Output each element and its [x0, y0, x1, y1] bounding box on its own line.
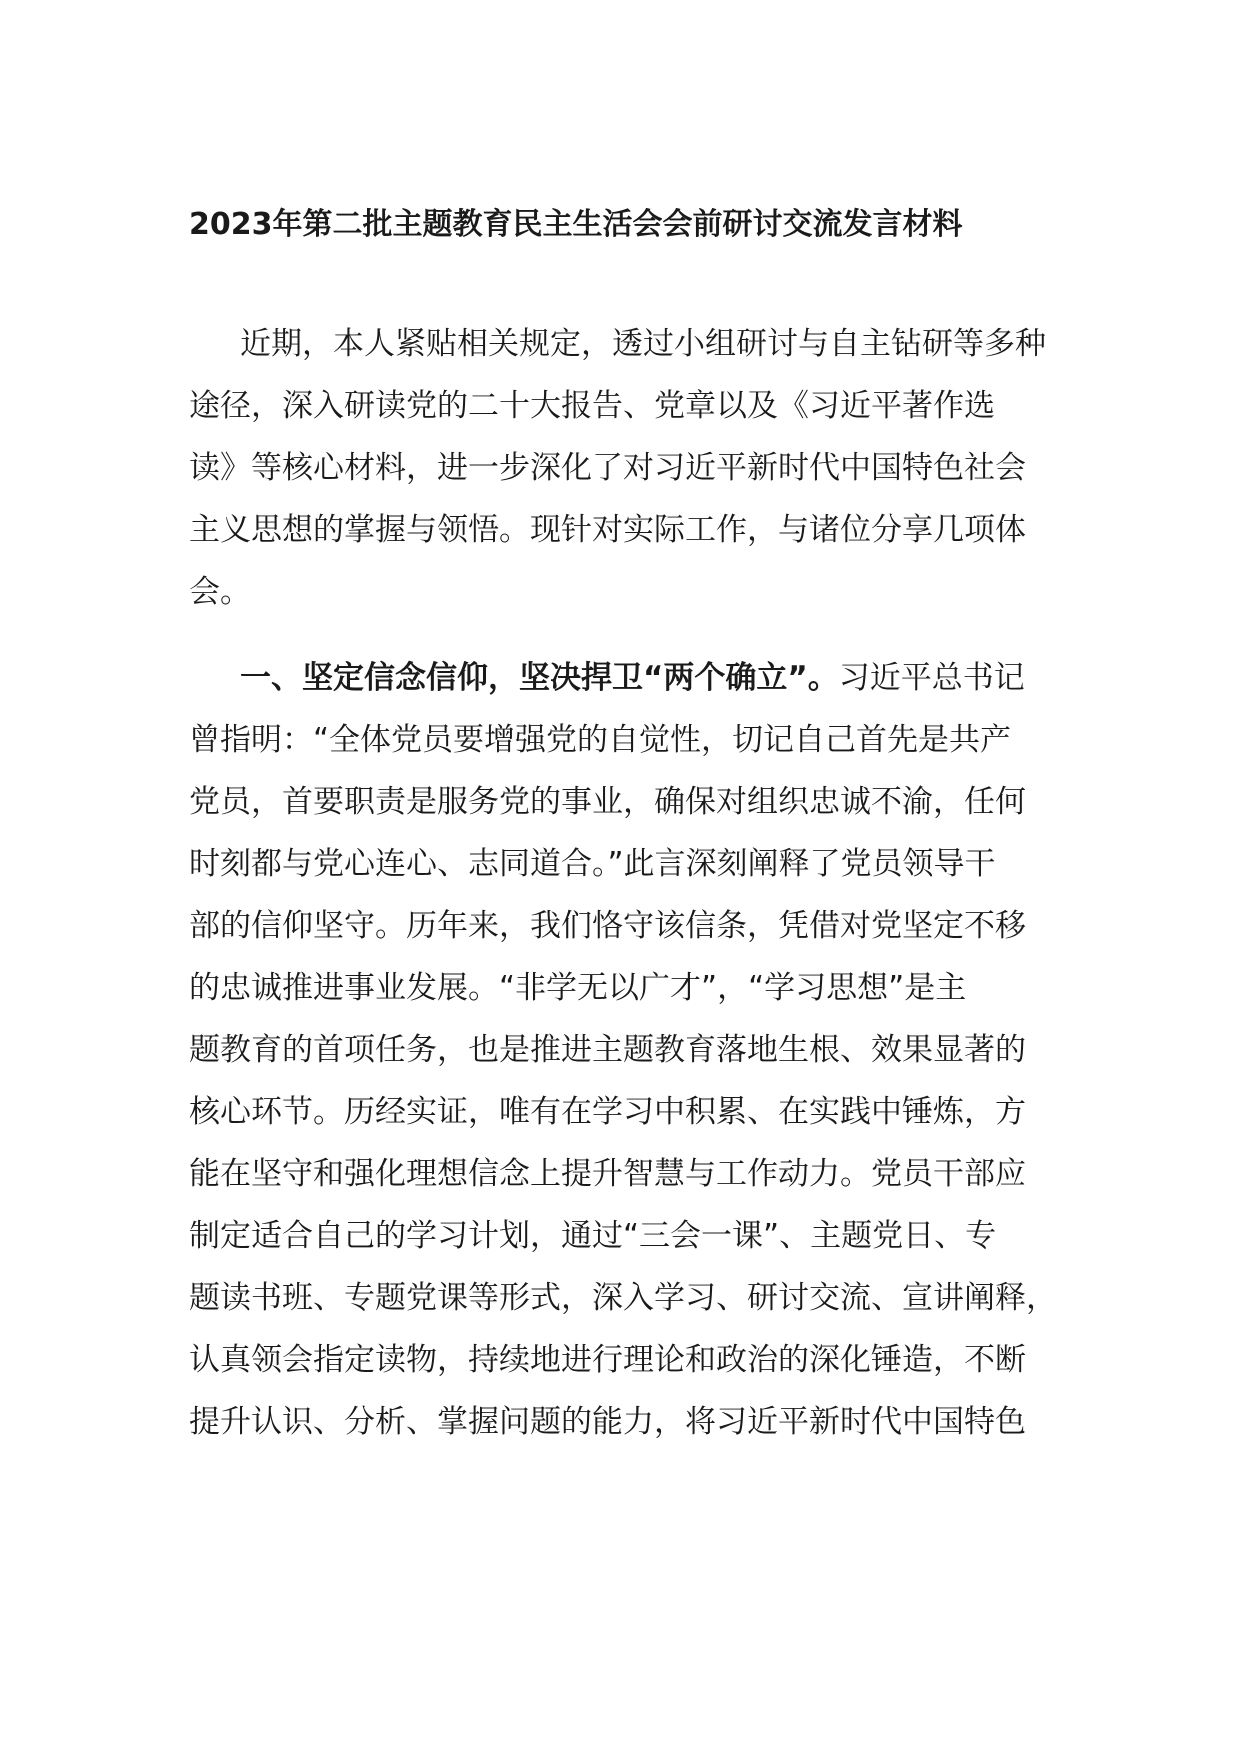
paragraph-line: 读》等核心材料，进一步深化了对习近平新时代中国特色社会 [189, 450, 1026, 486]
paragraph-line: 题教育的首项任务，也是推进主题教育落地生根、效果显著的 [189, 1032, 1026, 1068]
paragraph-line: 题读书班、专题党课等形式，深入学习、研讨交流、宣讲阐释， [189, 1280, 1057, 1316]
document-title: 2023年第二批主题教育民主生活会会前研讨交流发言材料 [189, 207, 963, 242]
paragraph-line: 近期，本人紧贴相关规定，透过小组研讨与自主钻研等多种 [240, 326, 1046, 362]
section-heading: 一、坚定信念信仰，坚决捍卫“两个确立”。 [240, 660, 839, 696]
paragraph-line: 会。 [189, 574, 251, 610]
paragraph-line: 核心环节。历经实证，唯有在学习中积累、在实践中锤炼，方 [189, 1094, 1026, 1130]
paragraph-line: 认真领会指定读物，持续地进行理论和政治的深化锤造，不断 [189, 1342, 1026, 1378]
paragraph-line: 提升认识、分析、掌握问题的能力，将习近平新时代中国特色 [189, 1404, 1026, 1440]
paragraph-line: 党员，首要职责是服务党的事业，确保对组织忠诚不渝，任何 [189, 784, 1026, 820]
paragraph-line: 的忠诚推进事业发展。“非学无以广才”，“学习思想”是主 [189, 970, 967, 1006]
section-heading-continuation: 习近平总书记 [838, 660, 1025, 696]
paragraph-line: 曾指明：“全体党员要增强党的自觉性，切记自己首先是共产 [189, 722, 1012, 758]
paragraph-line [240, 654, 1140, 702]
paragraph-line: 主义思想的掌握与领悟。现针对实际工作，与诸位分享几项体 [189, 512, 1026, 548]
paragraph-line: 能在坚守和强化理想信念上提升智慧与工作动力。党员干部应 [189, 1156, 1026, 1192]
paragraph-line: 制定适合自己的学习计划，通过“三会一课”、主题党日、专 [189, 1218, 997, 1254]
paragraph-line: 部的信仰坚守。历年来，我们恪守该信条，凭借对党坚定不移 [189, 908, 1026, 944]
paragraph-line: 途径，深入研读党的二十大报告、党章以及《习近平著作选 [189, 388, 995, 424]
paragraph-line: 时刻都与党心连心、志同道合。”此言深刻阐释了党员领导干 [189, 846, 996, 882]
